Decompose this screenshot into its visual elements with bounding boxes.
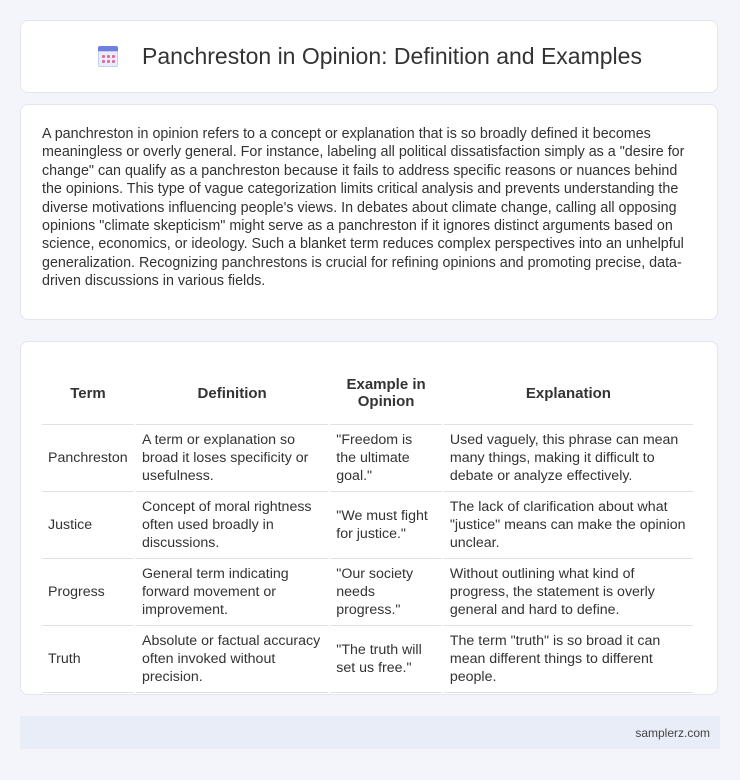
cell-explanation: Used vaguely, this phrase can mean many things, making it difficult to debate or analyze effectively. xyxy=(444,425,693,492)
header-definition: Definition xyxy=(136,362,328,425)
cell-example: "We must fight for justice." xyxy=(330,492,442,559)
cell-term: Justice xyxy=(42,492,134,559)
page-title: Panchreston in Opinion: Definition and Examples xyxy=(142,43,642,69)
terms-table xyxy=(40,362,695,693)
cell-definition: Absolute or factual accuracy often invoked without precision. xyxy=(136,626,328,693)
cell-definition: General term indicating forward movement or improvement. xyxy=(136,559,328,626)
table-row xyxy=(42,492,693,559)
cell-example: "Our society needs progress." xyxy=(330,559,442,626)
footer xyxy=(20,716,720,749)
intro-paragraph: A panchreston in opinion refers to a concept or explanation that is so broadly defined it becomes meaningless or overly general. For instance, labeling all political dissatisfaction simply as a "desire for change" can qualify as a panchreston because it fails to address specific reasons or nuances behind the opinions. This type of vague categorization limits critical analysis and prevents understanding the diverse motivations influencing people's views. In debates about climate change, calling all opposing opinions "climate skepticism" might serve as a panchreston if it ignores distinct arguments based on science, economics, or ideology. Such a blanket term reduces complex perspectives into an unhelpful generalization. Recognizing panchrestons is crucial for refining opinions and promoting precise, data-driven discussions in various fields. xyxy=(42,126,685,290)
cell-definition: Concept of moral rightness often used broadly in discussions. xyxy=(136,492,328,559)
header-term: Term xyxy=(42,362,134,425)
table-header-row xyxy=(42,362,693,425)
table-card xyxy=(20,341,718,695)
header-example: Example in Opinion xyxy=(330,362,442,425)
calendar-icon xyxy=(96,46,120,68)
table-row xyxy=(42,425,693,492)
cell-example: "Freedom is the ultimate goal." xyxy=(330,425,442,492)
table-row xyxy=(42,626,693,693)
intro-card xyxy=(20,104,718,320)
cell-term: Panchreston xyxy=(42,425,134,492)
footer-site-link[interactable]: samplerz.com xyxy=(635,725,710,740)
title-card xyxy=(20,20,718,93)
cell-example: "The truth will set us free." xyxy=(330,626,442,693)
header-explanation: Explanation xyxy=(444,362,693,425)
cell-explanation: The term "truth" is so broad it can mean different things to different people. xyxy=(444,626,693,693)
cell-term: Progress xyxy=(42,559,134,626)
cell-term: Truth xyxy=(42,626,134,693)
cell-explanation: Without outlining what kind of progress, the statement is overly general and hard to define. xyxy=(444,559,693,626)
table-row xyxy=(42,559,693,626)
cell-explanation: The lack of clarification about what "justice" means can make the opinion unclear. xyxy=(444,492,693,559)
cell-definition: A term or explanation so broad it loses specificity or usefulness. xyxy=(136,425,328,492)
